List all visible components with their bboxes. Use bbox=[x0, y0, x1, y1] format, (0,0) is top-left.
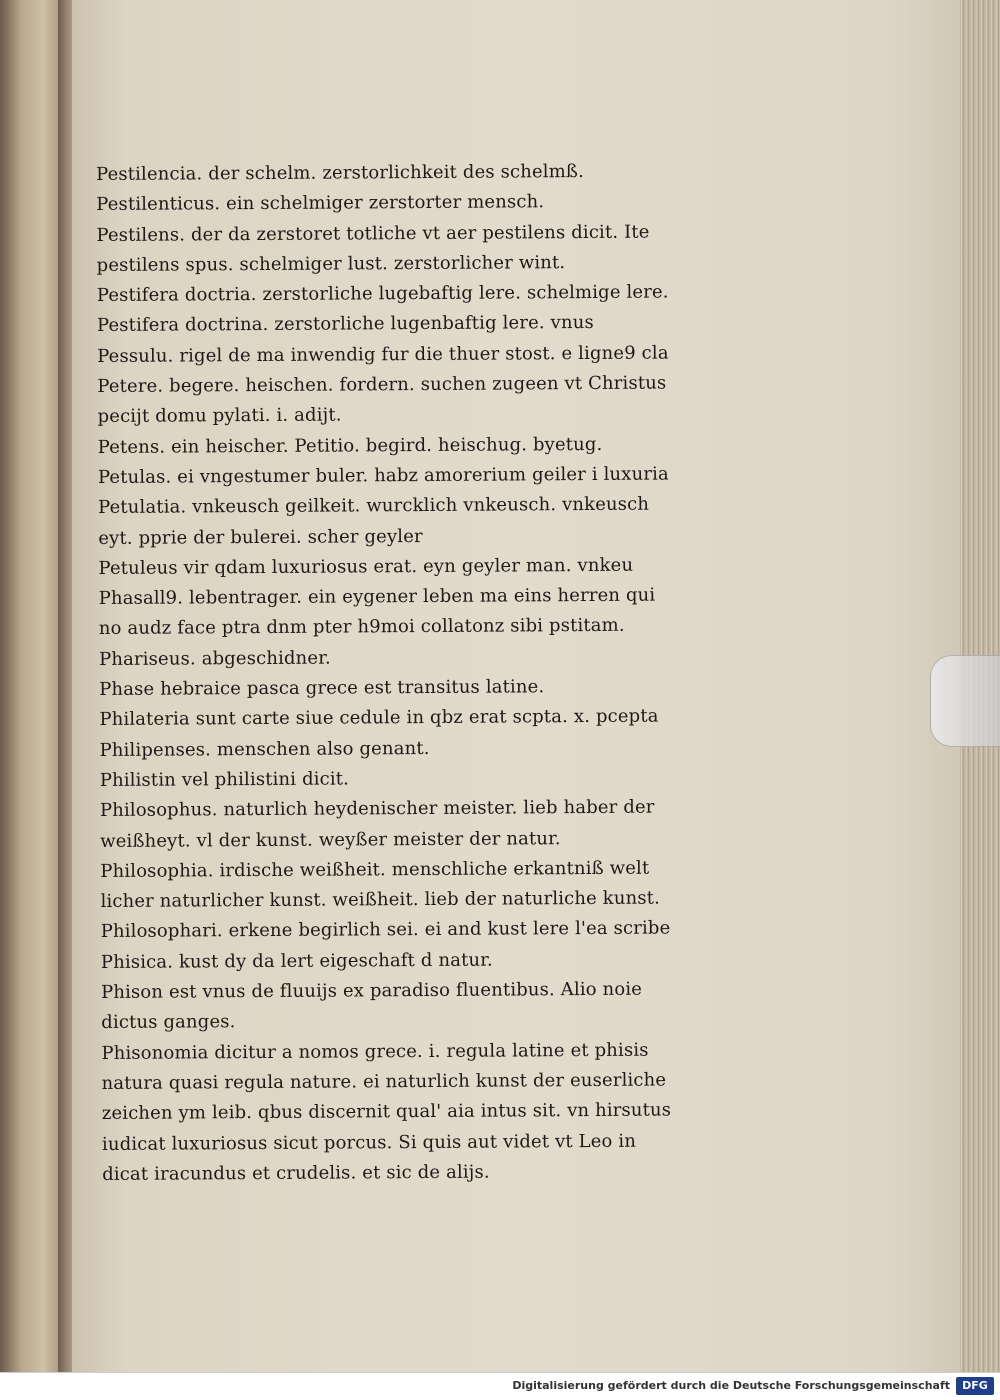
text-line: Pestilencia. der schelm. zerstorlichkeit des schelmß. bbox=[96, 161, 585, 185]
text-line: Philosophari. erkene begirlich sei. ei and kust lere l'ea scribe bbox=[100, 917, 671, 943]
text-line: Pestilens. der da zerstoret totliche vt aer pestilens dicit. Ite bbox=[96, 221, 650, 246]
text-line: Phison est vnus de fluuijs ex paradiso fluentibus. Alio noie bbox=[101, 978, 643, 1003]
text-line: licher naturlicher kunst. weißheit. lieb der naturliche kunst. bbox=[100, 887, 661, 913]
text-line: pecijt domu pylati. i. adijt. bbox=[97, 404, 342, 428]
text-line: dicat iracundus et crudelis. et sic de alijs. bbox=[102, 1161, 490, 1185]
text-line: Petens. ein heischer. Petitio. begird. heischug. byetug. bbox=[97, 433, 603, 458]
dfg-logo: DFG bbox=[956, 1377, 994, 1395]
text-line: natura quasi regula nature. ei naturlich kunst der euserliche bbox=[101, 1069, 667, 1094]
text-line: iudicat luxuriosus sicut porcus. Si quis aut videt vt Leo in bbox=[101, 1130, 637, 1155]
footer-bar bbox=[0, 1372, 1000, 1400]
text-block bbox=[96, 156, 752, 1190]
funding-credit: Digitalisierung gefördert durch die Deutsche Forschungsgemeinschaft bbox=[512, 1379, 950, 1392]
text-line: Philosophia. irdische weißheit. menschliche erkantniß welt bbox=[100, 857, 650, 882]
text-line: Petulatia. vnkeusch geilkeit. wurcklich vnkeusch. vnkeusch bbox=[98, 493, 650, 519]
text-line: Philateria sunt carte siue cedule in qbz erat scpta. x. pcepta bbox=[99, 705, 659, 731]
facing-page-edge bbox=[0, 0, 62, 1372]
text-line: no audz face ptra dnm pter h9moi collatonz sibi pstitam. bbox=[98, 615, 625, 640]
text-line: Pestifera doctria. zerstorliche lugebaftig lere. schelmige lere. bbox=[96, 281, 669, 307]
text-line: Pestilenticus. ein schelmiger zerstorter mensch. bbox=[96, 191, 545, 216]
text-line: Phariseus. abgeschidner. bbox=[98, 647, 331, 670]
text-line: zeichen ym leib. qbus discernit qual' aia intus sit. vn hirsutus bbox=[101, 1099, 672, 1125]
text-line: dictus ganges. bbox=[101, 1011, 236, 1034]
text-line: Phasall9. lebentrager. ein eygener leben ma eins herren qui bbox=[98, 584, 656, 610]
text-line: Phisica. kust dy da lert eigeschaft d natur. bbox=[100, 949, 493, 973]
text-line: Philistin vel philistini dicit. bbox=[99, 768, 350, 791]
text-line: Petere. begere. heischen. fordern. suchen zugeen vt Christus bbox=[97, 372, 667, 398]
text-line: Philosophus. naturlich heydenischer meister. lieb haber der bbox=[99, 796, 655, 822]
text-line: weißheyt. vl der kunst. weyßer meister der natur. bbox=[100, 827, 561, 852]
text-line: Petulas. ei vngestumer buler. habz amorerium geiler i luxuria bbox=[97, 463, 669, 488]
text-line: Pestifera doctrina. zerstorliche lugenbaftig lere. vnus bbox=[96, 312, 594, 337]
text-line: Philipenses. menschen also genant. bbox=[99, 737, 430, 761]
text-line: Petuleus vir qdam luxuriosus erat. eyn geyler man. vnkeu bbox=[98, 554, 634, 579]
text-line: eyt. pprie der bulerei. scher geyler bbox=[98, 525, 423, 549]
text-line: Phase hebraice pasca grece est transitus latine. bbox=[99, 676, 545, 701]
page-clip bbox=[930, 655, 1000, 747]
text-line: Phisonomia dicitur a nomos grece. i. regula latine et phisis bbox=[101, 1039, 649, 1064]
text-line: pestilens spus. schelmiger lust. zerstorlicher wint. bbox=[96, 252, 566, 276]
text-line: Pessulu. rigel de ma inwendig fur die thuer stost. e ligne9 cla bbox=[97, 342, 669, 367]
